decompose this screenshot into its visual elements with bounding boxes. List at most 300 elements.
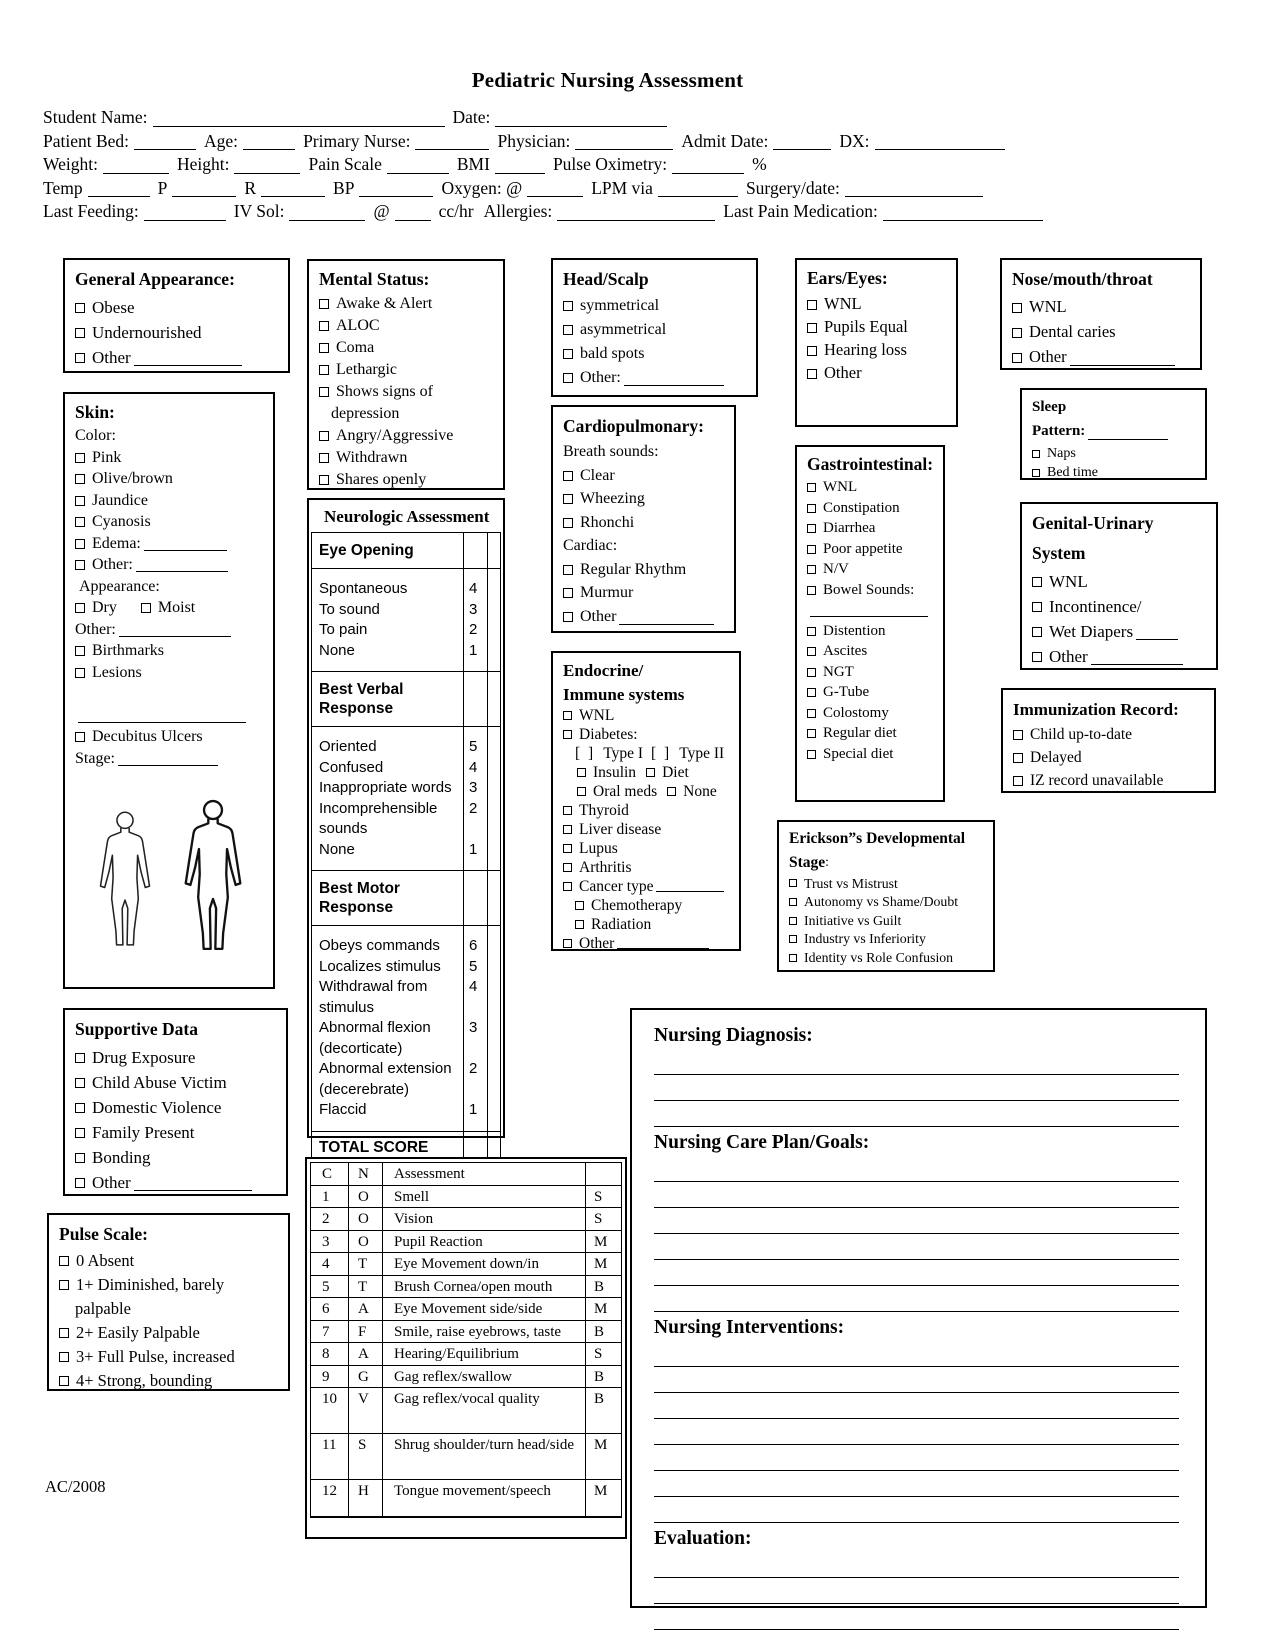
label: WNL [823, 479, 858, 496]
checkbox-icon[interactable] [563, 612, 573, 622]
section-rows [563, 265, 750, 390]
label: BMI [456, 154, 490, 174]
glasgow-item-score: 2 [463, 799, 487, 840]
checkbox-icon[interactable] [319, 431, 329, 441]
form-row [563, 582, 728, 606]
section-sleep-pattern [1020, 388, 1207, 480]
assessment-label: Tongue movement/speech [382, 1480, 585, 1516]
checkbox-icon[interactable] [563, 325, 573, 335]
blank-line[interactable] [134, 146, 196, 150]
blank-line[interactable] [1070, 362, 1175, 366]
blank-line[interactable] [243, 146, 295, 150]
checkbox-icon[interactable] [789, 898, 797, 906]
checkbox-icon[interactable] [807, 729, 816, 738]
label: Physician: [497, 130, 571, 151]
blank-line[interactable] [575, 146, 673, 150]
checkbox-icon[interactable] [807, 346, 817, 356]
label: Identity vs Role Confusion [804, 949, 954, 965]
checkbox-icon[interactable] [75, 1103, 85, 1113]
checkbox-icon[interactable] [807, 668, 816, 677]
label: Admit Date: [681, 130, 769, 151]
blank-line[interactable] [810, 423, 948, 427]
form-row [1032, 420, 1199, 445]
blank-line[interactable] [654, 1156, 1179, 1182]
assessment-label: Gag reflex/swallow [382, 1366, 585, 1388]
checkbox-icon[interactable] [807, 565, 816, 574]
write-in-cell[interactable] [487, 1018, 500, 1059]
section-immunization-record [1001, 688, 1216, 793]
write-in-cell[interactable] [487, 799, 500, 840]
smb-code: B [585, 1388, 621, 1433]
blank-line[interactable] [359, 193, 433, 197]
form-row [43, 200, 1233, 224]
cranial-number: 6 [322, 1301, 330, 1317]
blank-line[interactable] [654, 1341, 1179, 1367]
label: P [157, 177, 168, 198]
form-row [563, 511, 728, 535]
checkbox-icon[interactable] [1012, 353, 1022, 363]
total-score-label: TOTAL SCORE [319, 1138, 429, 1156]
checkbox-icon[interactable] [789, 935, 797, 943]
form-row [319, 293, 497, 315]
blank-line[interactable] [654, 1208, 1179, 1234]
checkbox-icon[interactable] [563, 825, 572, 834]
label: Weight: [43, 154, 98, 174]
cranial-nerve-table [310, 1162, 622, 1518]
section-title: Immune systems [563, 684, 685, 704]
write-in-cell[interactable] [487, 1100, 500, 1131]
checkbox-icon[interactable] [319, 343, 329, 353]
bracket-checkbox-icon[interactable]: [ ] [651, 744, 672, 762]
label: Color: [75, 427, 116, 445]
blank-line[interactable] [118, 762, 218, 766]
blank-line[interactable] [387, 170, 449, 174]
blank-line[interactable] [654, 1419, 1179, 1445]
blank-line[interactable] [875, 146, 1005, 150]
form-row [75, 1120, 280, 1145]
blank-line[interactable] [883, 217, 1043, 221]
checkbox-icon[interactable] [807, 586, 816, 595]
form-row [75, 399, 267, 426]
label: Surgery/date: [745, 177, 840, 198]
form-row [59, 1249, 282, 1273]
form-row [75, 576, 267, 598]
checkbox-icon[interactable] [646, 768, 655, 777]
section-general-appearance [63, 258, 290, 373]
blank-line[interactable] [619, 621, 714, 625]
label: @ [373, 201, 390, 221]
label: Type I [603, 744, 644, 762]
blank-line[interactable] [134, 362, 242, 366]
glasgow-item-score: 1 [463, 840, 487, 871]
write-in-cell[interactable] [487, 641, 500, 672]
label: 2+ Easily Palpable [76, 1322, 200, 1342]
checkbox-icon[interactable] [807, 709, 816, 718]
blank-line[interactable] [395, 217, 431, 221]
blank-line[interactable] [495, 170, 545, 174]
blank-line[interactable] [773, 146, 831, 150]
label: 0 Absent [76, 1250, 135, 1270]
checkbox-icon[interactable] [141, 603, 151, 613]
blank-line[interactable] [1088, 436, 1168, 440]
write-in-cell[interactable] [487, 727, 500, 758]
label: Hearing loss [824, 340, 907, 360]
blank-line[interactable] [672, 170, 744, 174]
form-row [75, 533, 267, 555]
checkbox-icon[interactable] [577, 787, 586, 796]
checkbox-icon[interactable] [75, 603, 85, 613]
label: Edema: [92, 534, 141, 552]
checkbox-icon[interactable] [1032, 602, 1042, 612]
label: Regular diet [823, 725, 897, 742]
write-in-cell[interactable] [487, 758, 500, 779]
blank-line[interactable] [527, 193, 583, 197]
blank-line[interactable] [654, 1497, 1179, 1523]
form-row [807, 642, 937, 663]
blank-line[interactable] [654, 1367, 1179, 1393]
label: Other [1049, 647, 1088, 666]
checkbox-icon[interactable] [75, 560, 85, 570]
checkbox-icon[interactable] [563, 373, 573, 383]
checkbox-icon[interactable] [319, 387, 329, 397]
form-row [75, 512, 267, 534]
checkbox-icon[interactable] [577, 768, 586, 777]
glasgow-row [312, 926, 500, 957]
write-in-cell[interactable] [487, 672, 500, 726]
checkbox-icon[interactable] [575, 920, 584, 929]
blank-line[interactable] [654, 1445, 1179, 1471]
write-in-cell[interactable] [487, 569, 500, 600]
form-row [807, 316, 950, 339]
nerve-letter: F [348, 1321, 382, 1343]
checkbox-icon[interactable] [1032, 577, 1042, 587]
section-rows [75, 265, 282, 370]
glasgow-item-score: 4 [463, 977, 487, 1018]
form-row [1012, 320, 1194, 345]
form-row [563, 706, 733, 725]
checkbox-icon[interactable] [1013, 730, 1023, 740]
form-row [563, 441, 728, 465]
blank-line[interactable] [654, 1552, 1179, 1578]
checkbox-icon[interactable] [319, 475, 329, 485]
blank-line[interactable] [654, 1393, 1179, 1419]
checkbox-icon[interactable] [75, 1178, 85, 1188]
blank-line[interactable] [654, 1260, 1179, 1286]
blank-line[interactable] [144, 547, 227, 551]
label: Student Name: [43, 107, 148, 127]
form-row [807, 452, 937, 478]
section-rows [807, 452, 937, 826]
blank-line[interactable] [654, 1234, 1179, 1260]
blank-line[interactable] [134, 1187, 252, 1191]
cranial-number: 3 [322, 1233, 330, 1250]
checkbox-icon[interactable] [563, 939, 572, 948]
section-rows [75, 399, 267, 770]
nerve-letter: G [348, 1366, 382, 1388]
blank-line[interactable] [845, 193, 983, 197]
label: symmetrical [580, 297, 660, 314]
nerve-letter: O [348, 1208, 382, 1230]
score-cell [463, 533, 487, 568]
label: Liver disease [579, 820, 662, 838]
checkbox-icon[interactable] [75, 453, 85, 463]
blank-line[interactable] [1091, 661, 1183, 665]
label: Autonomy vs Shame/Doubt [804, 894, 959, 910]
glasgow-group-title: Eye Opening [319, 542, 414, 559]
checkbox-icon[interactable] [563, 730, 572, 739]
section-title: Genital-Urinary [1032, 513, 1154, 534]
label: Initiative vs Guilt [804, 912, 902, 928]
label: Drug Exposure [92, 1048, 196, 1067]
blank-line[interactable] [654, 1075, 1179, 1101]
blank-line[interactable] [88, 193, 150, 197]
section-title: Neurologic Assessment [324, 507, 490, 526]
body-outline-figure-front [90, 785, 160, 983]
checkbox-icon[interactable] [1032, 627, 1042, 637]
checkbox-icon[interactable] [789, 879, 797, 887]
checkbox-icon[interactable] [807, 750, 816, 759]
write-in-cell[interactable] [487, 957, 500, 978]
checkbox-icon[interactable] [75, 1078, 85, 1088]
write-in-cell[interactable] [487, 871, 500, 925]
write-in-cell[interactable] [487, 926, 500, 957]
label: Other [824, 363, 862, 383]
label: Olive/brown [92, 470, 173, 488]
blank-line[interactable] [136, 568, 228, 572]
checkbox-icon[interactable] [563, 711, 572, 720]
label: Dry [92, 599, 117, 617]
checkbox-icon[interactable] [1032, 469, 1040, 477]
checkbox-icon[interactable] [807, 300, 817, 310]
blank-line[interactable] [144, 217, 226, 221]
checkbox-icon[interactable] [75, 1053, 85, 1063]
checkbox-icon[interactable] [75, 474, 85, 484]
checkbox-icon[interactable] [563, 518, 573, 528]
checkbox-icon[interactable] [563, 565, 573, 575]
blank-line[interactable] [415, 146, 489, 150]
form-row [563, 782, 733, 801]
blank-line[interactable] [654, 1578, 1179, 1604]
smb-code: B [585, 1276, 621, 1298]
label: Industry vs Inferiority [804, 931, 926, 947]
label: Cardiac: [563, 537, 618, 555]
checkbox-icon[interactable] [319, 321, 329, 331]
form-row [807, 408, 950, 431]
cranial-number: 8 [322, 1346, 330, 1362]
checkbox-icon[interactable] [563, 349, 573, 359]
label: ALOC [336, 317, 380, 334]
blank-line[interactable] [289, 217, 365, 221]
section-pulse-scale [47, 1213, 290, 1391]
label: Withdrawn [336, 449, 408, 466]
blank-line[interactable] [654, 1471, 1179, 1497]
form-row [563, 605, 728, 629]
checkbox-icon[interactable] [1032, 652, 1042, 662]
blank-line[interactable] [617, 945, 709, 949]
section-title: Erickson”s Developmental [789, 830, 966, 848]
checkbox-icon[interactable] [807, 627, 816, 636]
form-row [319, 359, 497, 381]
label: Pulse Oximetry: [552, 154, 668, 174]
blank-line[interactable] [654, 1101, 1179, 1127]
form-row [807, 724, 937, 745]
checkbox-icon[interactable] [563, 806, 572, 815]
blank-line[interactable] [654, 1604, 1179, 1630]
section-title: System [1032, 543, 1086, 564]
checkbox-icon[interactable] [75, 646, 85, 656]
checkbox-icon[interactable] [563, 301, 573, 311]
blank-line[interactable] [654, 1049, 1179, 1075]
label: depression [331, 405, 400, 422]
checkbox-icon[interactable] [319, 299, 329, 309]
checkbox-icon[interactable] [563, 588, 573, 598]
checkbox-icon[interactable] [563, 844, 572, 853]
checkbox-icon[interactable] [75, 328, 85, 338]
checkbox-icon[interactable] [1013, 776, 1023, 786]
blank-line[interactable] [1136, 636, 1178, 640]
blank-line[interactable] [810, 613, 928, 617]
form-row [1032, 594, 1210, 619]
blank-line[interactable] [103, 170, 169, 174]
nerve-letter: T [348, 1276, 382, 1298]
label: Awake & Alert [336, 295, 433, 312]
checkbox-icon[interactable] [563, 863, 572, 872]
blank-line[interactable] [153, 123, 445, 127]
blank-line[interactable] [654, 1182, 1179, 1208]
body-outline-figure-back [174, 779, 252, 983]
blank-line[interactable] [119, 633, 231, 637]
checkbox-icon[interactable] [75, 303, 85, 313]
blank-line[interactable] [495, 123, 667, 127]
label: R [244, 177, 257, 198]
blank-line[interactable] [234, 170, 300, 174]
bracket-checkbox-icon[interactable]: [ ] [575, 744, 596, 762]
form-row [75, 662, 267, 684]
form-row [59, 1345, 282, 1369]
checkbox-icon[interactable] [75, 668, 85, 678]
blank-line[interactable] [557, 217, 715, 221]
form-row [59, 1273, 282, 1297]
checkbox-icon[interactable] [807, 504, 816, 513]
write-in-cell[interactable] [487, 600, 500, 621]
form-row [807, 765, 937, 786]
checkbox-icon[interactable] [75, 353, 85, 363]
checkbox-icon[interactable] [563, 882, 572, 891]
checkbox-icon[interactable] [59, 1376, 69, 1386]
blank-line[interactable] [654, 1286, 1179, 1312]
checkbox-icon[interactable] [1013, 753, 1023, 763]
cranial-header-cell: N [348, 1163, 382, 1185]
label: Chemotherapy [591, 896, 683, 914]
form-row [563, 558, 728, 582]
checkbox-icon[interactable] [575, 901, 584, 910]
section-nose-mouth-throat [1000, 258, 1202, 370]
cranial-header-cell: Assessment [382, 1163, 585, 1185]
checkbox-icon[interactable] [59, 1280, 69, 1290]
form-row [1013, 746, 1208, 769]
checkbox-icon[interactable] [563, 471, 573, 481]
checkbox-icon[interactable] [75, 517, 85, 527]
form-row [563, 366, 750, 390]
checkbox-icon[interactable] [59, 1328, 69, 1338]
nerve-letter: H [348, 1480, 382, 1516]
label: Other [92, 348, 131, 367]
blank-line[interactable] [78, 719, 246, 723]
label: BP [333, 177, 355, 198]
checkbox-icon[interactable] [807, 545, 816, 554]
checkbox-icon[interactable] [563, 494, 573, 504]
checkbox-icon[interactable] [59, 1352, 69, 1362]
cranial-number: 11 [322, 1437, 337, 1453]
write-in-cell[interactable] [487, 977, 500, 1018]
section-title: Sleep [1032, 398, 1067, 415]
section-rows [59, 1220, 282, 1393]
checkbox-icon[interactable] [75, 1128, 85, 1138]
blank-line[interactable] [624, 382, 724, 386]
blank-line[interactable] [261, 193, 325, 197]
checkbox-icon[interactable] [319, 453, 329, 463]
assessment-label: Gag reflex/vocal quality [382, 1388, 585, 1433]
checkbox-icon[interactable] [1012, 303, 1022, 313]
form-row [319, 469, 497, 491]
checkbox-icon[interactable] [807, 483, 816, 492]
form-row [563, 464, 728, 488]
write-in-cell[interactable] [487, 778, 500, 799]
form-row [563, 412, 728, 441]
checkbox-icon[interactable] [807, 524, 816, 533]
blank-line[interactable] [656, 888, 724, 892]
checkbox-icon[interactable] [667, 787, 676, 796]
checkbox-icon[interactable] [807, 369, 817, 379]
checkbox-icon[interactable] [807, 323, 817, 333]
form-row [807, 785, 937, 806]
write-in-cell[interactable] [487, 1059, 500, 1100]
smb-code: M [585, 1231, 621, 1253]
checkbox-icon[interactable] [75, 1153, 85, 1163]
blank-line[interactable] [658, 193, 738, 197]
label: Temp [43, 177, 83, 198]
form-row [75, 555, 267, 577]
form-row [319, 403, 497, 425]
checkbox-icon[interactable] [1032, 450, 1040, 458]
form-row [563, 342, 750, 366]
checkbox-icon[interactable] [807, 647, 816, 656]
checkbox-icon[interactable] [789, 954, 797, 962]
section-head-scalp [551, 258, 758, 397]
section-title: Nose/mouth/throat [1012, 269, 1153, 290]
checkbox-icon[interactable] [75, 732, 85, 742]
write-in-cell[interactable] [487, 533, 500, 568]
form-row [563, 294, 750, 318]
checkbox-icon[interactable] [319, 365, 329, 375]
checkbox-icon[interactable] [75, 496, 85, 506]
section-title: Pulse Scale: [59, 1223, 148, 1244]
form-row [807, 339, 950, 362]
checkbox-icon[interactable] [1012, 328, 1022, 338]
blank-line[interactable] [810, 798, 932, 802]
checkbox-icon[interactable] [807, 688, 816, 697]
nursing-section-label: Nursing Interventions: [654, 1317, 845, 1338]
write-in-cell[interactable] [487, 620, 500, 641]
checkbox-icon[interactable] [59, 1256, 69, 1266]
form-row [807, 539, 937, 560]
blank-line[interactable] [172, 193, 236, 197]
checkbox-icon[interactable] [789, 917, 797, 925]
write-in-cell[interactable] [487, 840, 500, 871]
form-row [1032, 395, 1199, 420]
form-row [75, 684, 267, 706]
checkbox-icon[interactable] [75, 539, 85, 549]
